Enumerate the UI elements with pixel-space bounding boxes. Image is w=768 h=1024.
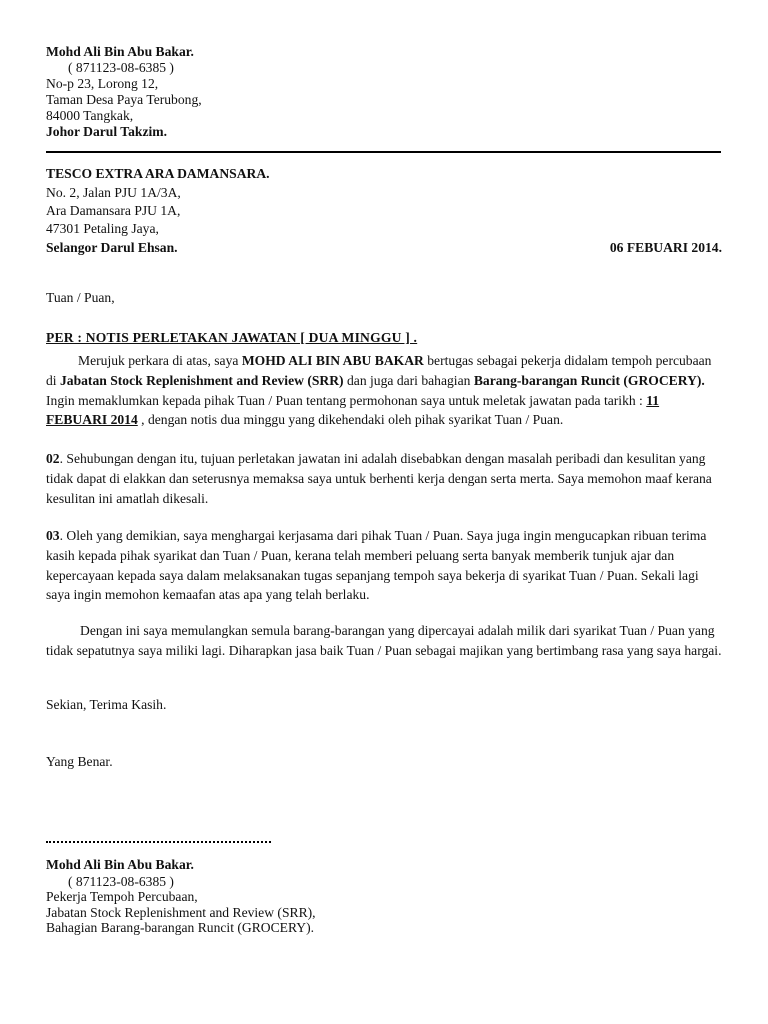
p1-section: Barang-barangan Runcit (GROCERY). [473,372,705,388]
closing: Sekian, Terima Kasih. [46,697,167,712]
letter-date: 06 FEBUARI 2014. [609,240,722,255]
signature-section: Bahagian Barang-barangan Runcit (GROCERY). [46,920,315,935]
p4-text: Dengan ini saya memulangkan semula barang-barangan yang dipercayai adalah milik dari syarikat Tuan / Puan yang tidak sepatutnya saya miliki lagi. Diharapkan jasa baik Tuan / Puan sebagai majikan yang bertimbang rasa yang saya hargai. [46,623,722,658]
salutation: Tuan / Puan, [46,290,115,305]
paragraph-3 [46,526,722,605]
signature-title: Pekerja Tempoh Percubaan, [46,889,198,904]
paragraph-2 [46,449,722,508]
subject-line: PER : NOTIS PERLETAKAN JAWATAN [ DUA MINGGU ] . [46,330,418,345]
paragraph-4 [46,621,722,661]
p1-text: dan juga dari bahagian [343,372,474,388]
p3-text: . Oleh yang demikian, saya menghargai kerjasama dari pihak Tuan / Puan. Saya juga ingin mengucapkan ribuan terima kasih kepada pihak syarikat dan Tuan / Puan, kerana telah memberi peluang serta banyak memberik tunjuk ajar dan kepercayaan kepada saya dalam melaksanakan tugas sepanjang tempoh saya bekerja di syarikat Tuan / Puan. Sekali lagi saya ingin memohon kemaafan atas apa yang telah berlaku. [46,528,707,603]
signature-department: Jabatan Stock Replenishment and Review (SRR), [46,905,316,920]
p1-text: Merujuk perkara di atas, saya [78,353,242,368]
recipient-address-line: No. 2, Jalan PJU 1A/3A, [46,185,181,200]
sender-address-line: 84000 Tangkak, [46,108,134,123]
signature-name: Mohd Ali Bin Abu Bakar. [46,857,194,872]
signature-ic: ( 871123-08-6385 ) [68,874,174,889]
p1-text: , dengan notis dua minggu yang dikehendaki oleh pihak syarikat Tuan / Puan. [137,412,564,428]
yang-benar: Yang Benar. [46,754,113,769]
sender-state: Johor Darul Takzim. [46,124,167,139]
recipient-address-line: Ara Damansara PJU 1A, [46,203,181,218]
header-divider [46,151,721,153]
p2-number: 02 [46,451,60,466]
sender-address-line: Taman Desa Paya Terubong, [46,92,202,107]
sender-name: Mohd Ali Bin Abu Bakar. [46,44,194,59]
recipient-state: Selangor Darul Ehsan. [46,240,178,255]
signature-line [46,841,271,843]
p3-number: 03 [46,528,60,543]
p1-dept: Jabatan Stock Replenishment and Review (SRR) [59,372,344,388]
sender-address-line: No-p 23, Lorong 12, [46,76,159,91]
p1-text: bertugas sebagai pekerja didalam tempoh percubaan di [46,353,712,388]
paragraph-1 [46,351,722,430]
p1-text: Ingin memaklumkan kepada pihak Tuan / Puan tentang permohonan saya untuk meletak jawatan pada tarikh : [46,392,647,408]
p1-name: MOHD ALI BIN ABU BAKAR [241,353,424,368]
recipient-address-line: 47301 Petaling Jaya, [46,221,159,236]
sender-ic: ( 871123-08-6385 ) [68,60,174,75]
recipient-company: TESCO EXTRA ARA DAMANSARA. [46,166,270,181]
p2-text: . Sehubungan dengan itu, tujuan perletakan jawatan ini adalah disebabkan dengan masalah peribadi dan kesulitan yang tidak dapat di elakkan dan seterusnya memaksa saya untuk berhenti kerja dengan serta merta. Saya memohon maaf kerana kesulitan ini amatlah dikesali. [46,451,712,506]
p1-resign-date: 11 FEBUARI 2014 [46,392,660,428]
